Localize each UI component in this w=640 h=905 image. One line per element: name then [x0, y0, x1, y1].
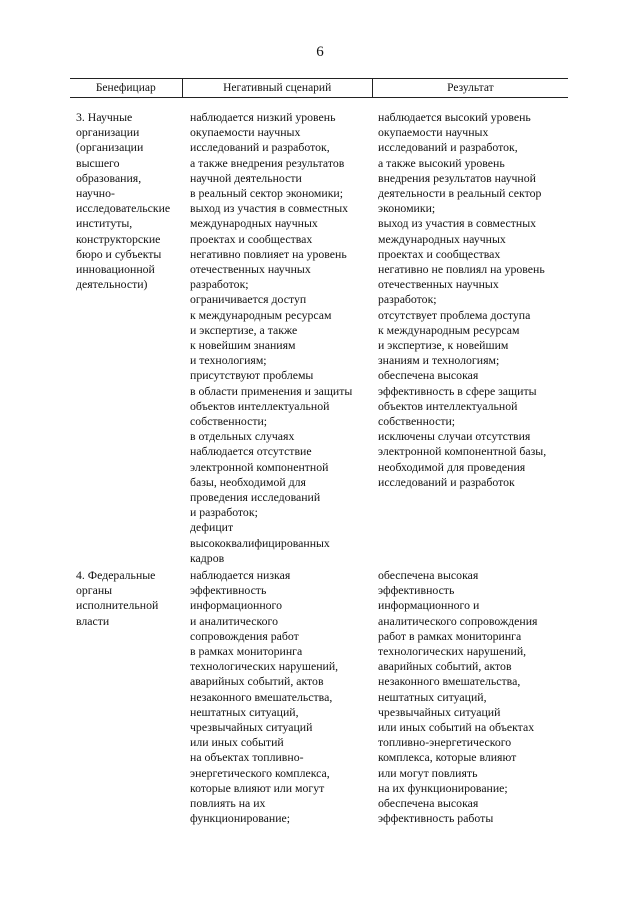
cell-line: аварийных событий, актов — [190, 674, 324, 689]
cell-line: в отдельных случаях — [190, 429, 295, 444]
cell-line: органы — [76, 583, 113, 598]
cell-line: исполнительной — [76, 598, 159, 613]
cell-line: наблюдается низкий уровень — [190, 110, 336, 124]
cell-line: наблюдается отсутствие — [190, 444, 312, 459]
cell-line: дефицит — [190, 520, 234, 535]
cell-line: ограничивается доступ — [190, 292, 307, 307]
cell-line: информационного и — [378, 598, 480, 613]
header-beneficiary: Бенефициар — [95, 82, 156, 94]
negative-scenario-cell — [190, 110, 352, 566]
cell-line: к международным ресурсам — [378, 322, 520, 337]
cell-line: высококвалифицированных — [190, 535, 330, 550]
cell-line: деятельности в реальный сектор — [378, 186, 542, 201]
cell-line: на их функционирование; — [378, 780, 508, 795]
cell-line: бюро и субъекты — [76, 246, 162, 261]
cell-line: объектов интеллектуальной — [378, 398, 518, 413]
cell-line: функционирование; — [190, 811, 291, 826]
cell-line: работ в рамках мониторинга — [378, 628, 522, 643]
cell-line: наблюдается низкая — [190, 568, 291, 582]
cell-line: обеспечена высокая — [378, 796, 479, 811]
cell-line: топливно-энергетического — [378, 735, 512, 750]
cell-line: аналитического сопровождения — [378, 613, 538, 628]
negative-scenario-cell — [190, 568, 338, 826]
cell-line: присутствуют проблемы — [190, 368, 314, 383]
cell-line: обеспечена высокая — [378, 368, 479, 383]
cell-line: которые влияют или могут — [190, 780, 325, 795]
cell-line: собственности; — [378, 414, 456, 429]
cell-line: конструкторские — [76, 231, 161, 246]
cell-line: к новейшим знаниям — [190, 338, 296, 353]
result-cell — [378, 568, 537, 826]
cell-line: эффективность — [190, 583, 267, 598]
cell-line: объектов интеллектуальной — [190, 398, 330, 413]
cell-line: технологических нарушений, — [190, 659, 339, 674]
cell-line: исследований и разработок, — [378, 140, 518, 155]
cell-line: эффективность в сфере защиты — [378, 383, 537, 398]
cell-line: исследований и разработок, — [190, 140, 330, 155]
cell-line: наблюдается высокий уровень — [378, 110, 531, 124]
cell-line: образования, — [76, 170, 142, 185]
cell-line: научно- — [76, 186, 115, 201]
beneficiary-cell — [76, 568, 158, 629]
cell-line: или могут повлиять — [378, 765, 478, 780]
cell-line: внедрения результатов научной — [378, 170, 536, 185]
cell-line: исключены случаи отсутствия — [378, 429, 531, 444]
cell-line: деятельности) — [76, 277, 148, 292]
cell-line: эффективность — [378, 583, 455, 598]
cell-line: высшего — [76, 155, 120, 170]
cell-line: организации — [76, 125, 140, 140]
cell-line: чрезвычайных ситуаций — [190, 720, 313, 735]
page-number: 6 — [316, 44, 324, 60]
cell-line: кадров — [190, 550, 225, 565]
cell-line: проведения исследований — [190, 490, 321, 505]
cell-line: международных научных — [378, 231, 506, 246]
cell-line: комплекса, которые влияют — [378, 750, 517, 765]
cell-line: повлиять на их — [190, 796, 266, 811]
cell-line: экономики; — [378, 201, 436, 216]
cell-line: а также высокий уровень — [378, 155, 505, 170]
cell-line: инновационной — [76, 262, 155, 277]
cell-line: негативно не повлиял на уровень — [378, 262, 545, 277]
cell-line: и аналитического — [190, 613, 278, 628]
cell-line: в области применения и защиты — [190, 383, 353, 398]
cell-line: технологических нарушений, — [378, 644, 527, 659]
cell-line: незаконного вмешательства, — [378, 674, 521, 689]
cell-line: и технологиям; — [190, 353, 267, 368]
result-cell — [378, 110, 546, 490]
cell-line: выход из участия в совместных — [378, 216, 537, 231]
cell-line: (организации — [76, 140, 144, 155]
cell-line: базы, необходимой для — [190, 474, 306, 489]
cell-line: информационного — [190, 598, 283, 613]
beneficiary-cell — [76, 110, 170, 292]
cell-line: научной деятельности — [190, 170, 302, 185]
cell-line: энергетического комплекса, — [190, 765, 330, 780]
cell-line: и разработок; — [190, 505, 258, 520]
cell-line: окупаемости научных — [378, 125, 489, 140]
cell-line: собственности; — [190, 414, 268, 429]
cell-line: электронной компонентной базы, — [378, 444, 547, 459]
cell-line: аварийных событий, актов — [378, 659, 512, 674]
cell-line: проектах и сообществах — [190, 231, 313, 246]
cell-line: чрезвычайных ситуаций — [378, 704, 501, 719]
cell-line: эффективность работы — [378, 811, 494, 826]
cell-line: нештатных ситуаций, — [378, 689, 487, 704]
cell-line: к международным ресурсам — [190, 307, 332, 322]
cell-line: а также внедрения результатов — [190, 155, 345, 170]
cell-line: отечественных научных — [190, 262, 311, 277]
cell-line: отсутствует проблема доступа — [378, 307, 531, 322]
cell-line: незаконного вмешательства, — [190, 689, 333, 704]
header-result: Результат — [447, 82, 494, 94]
cell-line: обеспечена высокая — [378, 568, 479, 582]
cell-line: 4. Федеральные — [76, 568, 156, 582]
header-negative-scenario: Негативный сценарий — [182, 79, 373, 97]
cell-line: окупаемости научных — [190, 125, 301, 140]
cell-line: на объектах топливно- — [190, 750, 304, 765]
cell-line: исследовательские — [76, 201, 171, 216]
cell-line: выход из участия в совместных — [190, 201, 349, 216]
cell-line: разработок; — [190, 277, 249, 292]
cell-line: в рамках мониторинга — [190, 644, 303, 659]
cell-line: исследований и разработок — [378, 474, 515, 489]
cell-line: 3. Научные — [76, 110, 133, 124]
cell-line: власти — [76, 613, 110, 628]
cell-line: нештатных ситуаций, — [190, 704, 299, 719]
cell-line: международных научных — [190, 216, 318, 231]
cell-line: негативно повлияет на уровень — [190, 246, 347, 261]
cell-line: в реальный сектор экономики; — [190, 186, 344, 201]
cell-line: или иных событий — [190, 735, 284, 750]
cell-line: разработок; — [378, 292, 437, 307]
cell-line: сопровождения работ — [190, 628, 299, 643]
cell-line: проектах и сообществах — [378, 246, 501, 261]
cell-line: и экспертизе, к новейшим — [378, 338, 509, 353]
cell-line: или иных событий на объектах — [378, 720, 535, 735]
cell-line: институты, — [76, 216, 133, 231]
cell-line: и экспертизе, а также — [190, 322, 298, 337]
table-header — [70, 78, 568, 98]
cell-line: необходимой для проведения — [378, 459, 526, 474]
cell-line: электронной компонентной — [190, 459, 329, 474]
cell-line: отечественных научных — [378, 277, 499, 292]
cell-line: знаниям и технологиям; — [378, 353, 500, 368]
